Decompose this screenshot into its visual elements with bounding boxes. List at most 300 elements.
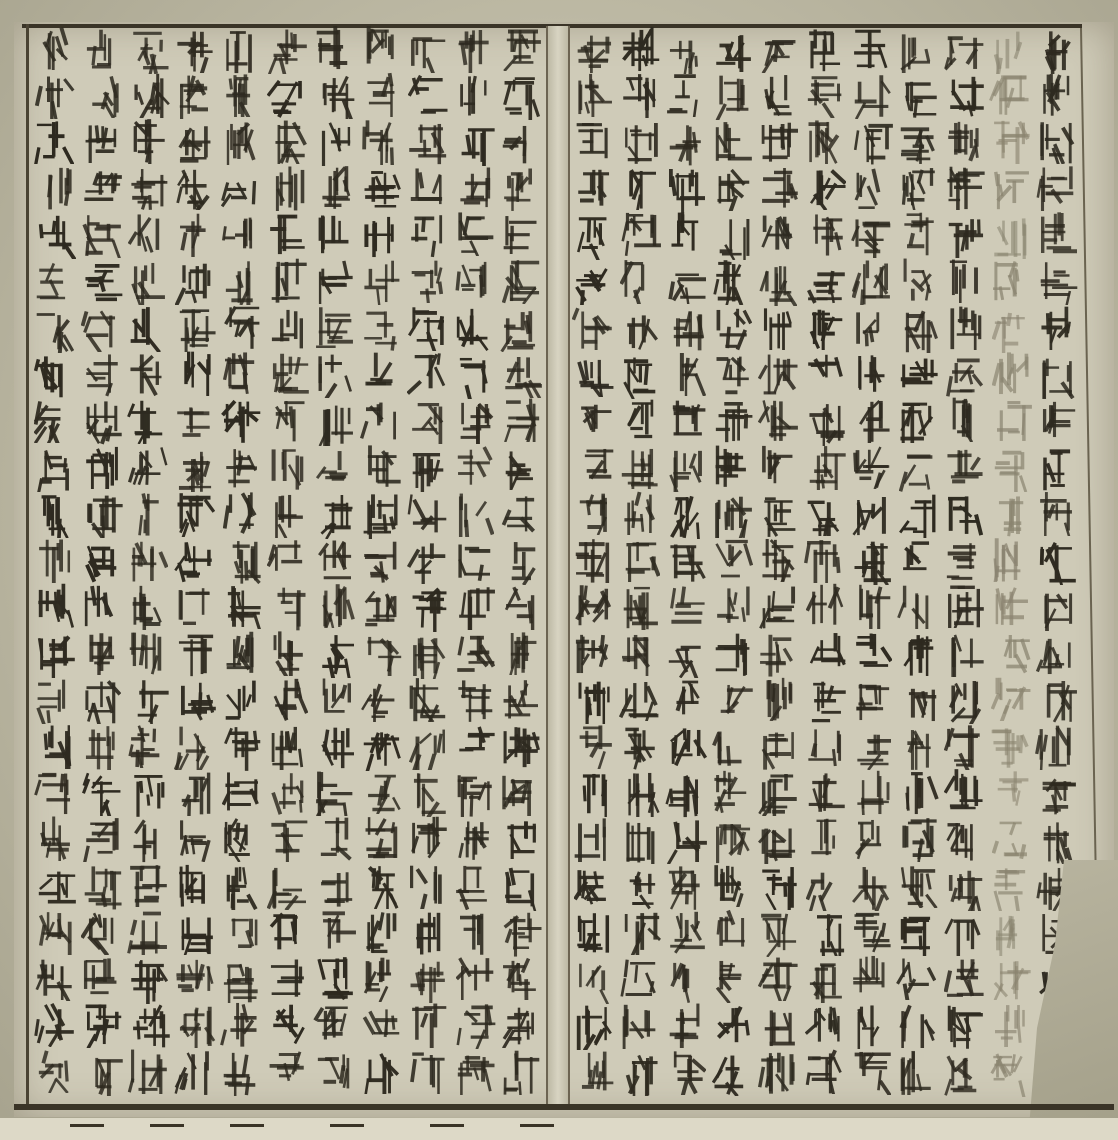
glyph-character: [944, 910, 984, 956]
glyph-character: [806, 28, 846, 74]
glyph-character: [316, 909, 356, 955]
glyph-character: [620, 864, 660, 910]
glyph-character: [82, 399, 122, 445]
glyph-character: [455, 398, 495, 444]
glyph-character: [989, 723, 1029, 769]
glyph-character: [990, 164, 1030, 210]
glyph-character: [992, 816, 1032, 862]
glyph-character: [711, 444, 751, 490]
glyph-character: [805, 816, 845, 862]
glyph-character: [852, 492, 892, 538]
right-page-column: [942, 26, 986, 1102]
glyph-character: [500, 539, 540, 585]
glyph-character: [455, 815, 495, 861]
glyph-character: [316, 632, 356, 678]
glyph-character: [572, 1004, 612, 1050]
glyph-character: [989, 536, 1029, 582]
glyph-character: [574, 771, 614, 817]
glyph-character: [406, 863, 446, 909]
glyph-character: [176, 120, 216, 166]
glyph-character: [174, 537, 214, 583]
glyph-character: [316, 676, 356, 722]
glyph-character: [408, 957, 448, 1003]
glyph-character: [1038, 679, 1078, 725]
glyph-character: [36, 213, 76, 259]
glyph-character: [760, 1004, 800, 1050]
left-page-column: [359, 26, 403, 1102]
glyph-character: [572, 304, 612, 350]
glyph-character: [314, 862, 354, 908]
glyph-character: [852, 724, 892, 770]
right-page-column: [757, 26, 801, 1102]
glyph-character: [944, 865, 984, 911]
glyph-character: [502, 1002, 542, 1048]
partial-glyph-fragment: [330, 1124, 364, 1140]
glyph-character: [81, 306, 121, 352]
glyph-character: [269, 352, 309, 398]
glyph-character: [268, 398, 308, 444]
glyph-character: [174, 1049, 214, 1095]
glyph-character: [456, 71, 496, 117]
glyph-character: [267, 72, 307, 118]
glyph-character: [805, 490, 845, 536]
glyph-character: [500, 725, 540, 771]
glyph-character: [897, 397, 937, 443]
glyph-character: [759, 864, 799, 910]
glyph-character: [850, 954, 890, 1000]
glyph-character: [945, 212, 985, 258]
glyph-character: [713, 537, 753, 583]
glyph-character: [37, 446, 77, 492]
glyph-character: [805, 910, 845, 956]
glyph-character: [664, 1002, 704, 1048]
glyph-character: [360, 119, 400, 165]
glyph-character: [666, 258, 706, 304]
glyph-character: [407, 257, 447, 303]
glyph-character: [806, 582, 846, 628]
glyph-character: [176, 164, 216, 210]
glyph-character: [222, 769, 262, 815]
glyph-character: [896, 27, 936, 73]
glyph-character: [499, 675, 539, 721]
glyph-character: [34, 537, 74, 583]
glyph-character: [502, 352, 542, 398]
glyph-character: [805, 771, 845, 817]
glyph-character: [853, 583, 893, 629]
glyph-character: [360, 538, 400, 584]
glyph-character: [407, 1048, 447, 1094]
glyph-character: [851, 539, 891, 585]
glyph-character: [35, 166, 75, 212]
glyph-character: [268, 165, 308, 211]
glyph-character: [501, 444, 541, 490]
glyph-character: [620, 26, 660, 71]
glyph-character: [128, 211, 168, 257]
glyph-character: [618, 818, 658, 864]
glyph-character: [760, 72, 800, 118]
glyph-character: [850, 397, 890, 443]
glyph-character: [176, 306, 216, 352]
glyph-character: [897, 1049, 937, 1095]
glyph-character: [36, 909, 76, 955]
glyph-character: [36, 492, 76, 538]
glyph-character: [316, 493, 356, 539]
glyph-character: [897, 537, 937, 583]
glyph-character: [620, 956, 660, 1002]
glyph-character: [852, 1003, 892, 1049]
glyph-character: [713, 74, 753, 120]
glyph-character: [944, 631, 984, 677]
glyph-character: [944, 27, 984, 73]
glyph-character: [853, 351, 893, 397]
glyph-character: [1036, 771, 1076, 817]
partial-glyph-fragment: [150, 1124, 184, 1140]
glyph-character: [758, 304, 798, 350]
glyph-character: [1037, 818, 1077, 864]
glyph-character: [573, 910, 613, 956]
glyph-character: [34, 257, 74, 303]
glyph-character: [83, 26, 123, 72]
glyph-character: [991, 446, 1031, 492]
glyph-character: [269, 1001, 309, 1047]
glyph-character: [34, 307, 74, 353]
glyph-character: [897, 210, 937, 256]
glyph-character: [852, 166, 892, 212]
glyph-character: [713, 584, 753, 630]
glyph-character: [454, 210, 494, 256]
glyph-character: [899, 725, 939, 771]
glyph-character: [806, 957, 846, 1003]
glyph-character: [220, 304, 260, 350]
glyph-character: [500, 818, 540, 864]
glyph-character: [82, 1002, 122, 1048]
glyph-character: [362, 863, 402, 909]
glyph-character: [760, 164, 800, 210]
glyph-character: [992, 398, 1032, 444]
glyph-character: [174, 771, 214, 817]
glyph-character: [81, 629, 121, 675]
glyph-character: [222, 630, 262, 676]
glyph-character: [453, 864, 493, 910]
glyph-character: [83, 72, 123, 118]
left-page-column: [220, 26, 264, 1102]
glyph-character: [221, 1050, 261, 1096]
glyph-character: [805, 400, 845, 446]
glyph-character: [34, 770, 74, 816]
glyph-character: [361, 71, 401, 117]
glyph-character: [221, 677, 261, 723]
glyph-character: [806, 164, 846, 210]
glyph-character: [129, 584, 169, 630]
glyph-character: [313, 1002, 353, 1048]
glyph-character: [316, 443, 356, 489]
glyph-character: [758, 818, 798, 864]
glyph-character: [408, 305, 448, 351]
glyph-character: [222, 28, 262, 74]
glyph-character: [361, 493, 401, 539]
glyph-character: [1036, 165, 1076, 211]
glyph-character: [573, 259, 613, 305]
left-page-column: [313, 26, 357, 1102]
glyph-character: [34, 1001, 74, 1047]
glyph-character: [455, 724, 495, 770]
glyph-character: [620, 536, 660, 582]
glyph-character: [805, 1004, 845, 1050]
glyph-character: [851, 909, 891, 955]
left-page-column: [266, 26, 310, 1102]
glyph-character: [665, 908, 705, 954]
right-page-column: [896, 26, 940, 1102]
glyph-character: [945, 304, 985, 350]
glyph-character: [127, 1048, 167, 1094]
glyph-character: [267, 28, 307, 74]
glyph-character: [944, 257, 984, 303]
glyph-character: [221, 351, 261, 397]
glyph-character: [360, 259, 400, 305]
glyph-character: [713, 214, 753, 260]
glyph-character: [992, 307, 1032, 353]
glyph-character: [989, 72, 1029, 118]
next-page-strip: [0, 1118, 1118, 1140]
glyph-character: [665, 167, 705, 213]
glyph-character: [81, 909, 121, 955]
glyph-character: [407, 633, 447, 679]
glyph-character: [713, 1004, 753, 1050]
glyph-character: [455, 630, 495, 676]
glyph-character: [806, 679, 846, 725]
glyph-character: [455, 677, 495, 723]
glyph-character: [362, 1048, 402, 1094]
glyph-character: [176, 1002, 216, 1048]
glyph-character: [712, 908, 752, 954]
glyph-character: [176, 909, 216, 955]
glyph-character: [314, 770, 354, 816]
glyph-character: [806, 304, 846, 350]
glyph-character: [664, 211, 704, 257]
glyph-character: [850, 306, 890, 352]
glyph-character: [850, 26, 890, 71]
glyph-character: [500, 167, 540, 213]
glyph-character: [129, 259, 169, 305]
glyph-character: [899, 678, 939, 724]
glyph-character: [362, 630, 402, 676]
glyph-character: [34, 678, 74, 724]
right-page-column: [849, 26, 893, 1102]
glyph-character: [222, 444, 262, 490]
glyph-character: [407, 911, 447, 957]
glyph-character: [1035, 724, 1075, 770]
glyph-character: [35, 955, 75, 1001]
glyph-character: [991, 954, 1031, 1000]
glyph-character: [572, 119, 612, 165]
glyph-character: [223, 911, 263, 957]
glyph-character: [456, 166, 496, 212]
glyph-character: [944, 75, 984, 121]
glyph-character: [455, 1049, 495, 1095]
glyph-character: [944, 582, 984, 628]
glyph-character: [666, 493, 706, 539]
glyph-character: [362, 956, 402, 1002]
glyph-character: [618, 164, 658, 210]
glyph-character: [361, 725, 401, 771]
glyph-character: [268, 118, 308, 164]
glyph-character: [990, 1051, 1030, 1097]
glyph-character: [943, 538, 983, 584]
glyph-character: [361, 768, 401, 814]
page-frame-bottom-border: [14, 1104, 1114, 1110]
glyph-character: [664, 71, 704, 117]
glyph-character: [1038, 304, 1078, 350]
glyph-character: [222, 259, 262, 305]
glyph-character: [943, 815, 983, 861]
glyph-character: [502, 911, 542, 957]
glyph-character: [36, 723, 76, 769]
glyph-character: [667, 726, 707, 772]
glyph-character: [574, 445, 614, 491]
glyph-character: [360, 399, 400, 445]
glyph-character: [758, 444, 798, 490]
glyph-character: [316, 120, 356, 166]
glyph-character: [34, 397, 74, 443]
glyph-character: [407, 491, 447, 537]
glyph-character: [573, 537, 613, 583]
glyph-character: [666, 584, 706, 630]
glyph-character: [667, 307, 707, 353]
glyph-character: [453, 27, 493, 73]
glyph-character: [806, 444, 846, 490]
glyph-character: [454, 910, 494, 956]
glyph-character: [899, 492, 939, 538]
glyph-character: [80, 954, 120, 1000]
glyph-character: [805, 258, 845, 304]
glyph-character: [409, 724, 449, 770]
glyph-character: [175, 491, 215, 537]
glyph-character: [222, 725, 262, 771]
glyph-character: [758, 352, 798, 398]
glyph-character: [269, 585, 309, 631]
glyph-character: [268, 957, 308, 1003]
glyph-character: [619, 630, 659, 676]
glyph-character: [711, 861, 751, 907]
glyph-character: [362, 444, 402, 490]
glyph-character: [221, 539, 261, 585]
glyph-character: [666, 957, 706, 1003]
partial-glyph-fragment: [430, 1124, 464, 1140]
glyph-character: [804, 72, 844, 118]
glyph-character: [897, 910, 937, 956]
glyph-character: [128, 444, 168, 490]
right-page-text-block: [570, 26, 1080, 1102]
glyph-character: [175, 350, 215, 396]
glyph-character: [666, 120, 706, 166]
glyph-character: [758, 27, 798, 73]
glyph-character: [268, 630, 308, 676]
glyph-character: [991, 769, 1031, 815]
glyph-character: [499, 770, 539, 816]
glyph-character: [175, 583, 215, 629]
glyph-character: [407, 120, 447, 166]
glyph-character: [175, 816, 215, 862]
glyph-character: [500, 74, 540, 120]
glyph-character: [758, 725, 798, 771]
glyph-character: [361, 167, 401, 213]
glyph-character: [944, 492, 984, 538]
glyph-character: [851, 443, 891, 489]
glyph-character: [759, 491, 799, 537]
glyph-character: [82, 724, 122, 770]
glyph-character: [804, 118, 844, 164]
glyph-character: [34, 118, 74, 164]
glyph-character: [221, 397, 261, 443]
glyph-character: [268, 677, 308, 723]
glyph-character: [1036, 353, 1076, 399]
glyph-character: [454, 260, 494, 306]
glyph-character: [574, 1049, 614, 1095]
glyph-character: [713, 676, 753, 722]
glyph-character: [35, 582, 75, 628]
glyph-character: [220, 71, 260, 117]
glyph-character: [129, 678, 169, 724]
glyph-character: [173, 863, 213, 909]
glyph-character: [130, 771, 170, 817]
glyph-character: [711, 769, 751, 815]
glyph-character: [453, 444, 493, 490]
glyph-character: [406, 676, 446, 722]
glyph-character: [408, 398, 448, 444]
glyph-character: [806, 210, 846, 256]
glyph-character: [128, 817, 168, 863]
glyph-character: [82, 165, 122, 211]
left-page-text-block: [32, 26, 544, 1102]
glyph-character: [712, 818, 752, 864]
glyph-character: [897, 164, 937, 210]
glyph-character: [944, 120, 984, 166]
glyph-character: [1036, 28, 1076, 74]
glyph-character: [989, 865, 1029, 911]
glyph-character: [944, 768, 984, 814]
glyph-character: [804, 1048, 844, 1094]
glyph-character: [712, 1050, 752, 1096]
glyph-character: [501, 584, 541, 630]
glyph-character: [268, 257, 308, 303]
glyph-character: [713, 399, 753, 445]
glyph-character: [175, 259, 215, 305]
glyph-character: [314, 1050, 354, 1096]
glyph-character: [572, 489, 612, 535]
glyph-character: [897, 583, 937, 629]
glyph-character: [268, 445, 308, 491]
partial-glyph-fragment: [70, 1124, 104, 1140]
glyph-character: [455, 537, 495, 583]
glyph-character: [620, 397, 660, 443]
glyph-character: [757, 632, 797, 678]
glyph-character: [315, 210, 355, 256]
glyph-character: [500, 306, 540, 352]
glyph-character: [757, 536, 797, 582]
glyph-character: [574, 71, 614, 117]
glyph-character: [991, 675, 1031, 721]
glyph-character: [36, 1047, 76, 1093]
glyph-character: [314, 26, 354, 71]
glyph-character: [267, 864, 307, 910]
glyph-character: [897, 1002, 937, 1048]
glyph-character: [35, 73, 75, 119]
next-page-glyph-fragments: [0, 1120, 1118, 1140]
glyph-character: [360, 1003, 400, 1049]
glyph-character: [806, 630, 846, 676]
glyph-character: [758, 955, 798, 1001]
glyph-character: [1038, 259, 1078, 305]
